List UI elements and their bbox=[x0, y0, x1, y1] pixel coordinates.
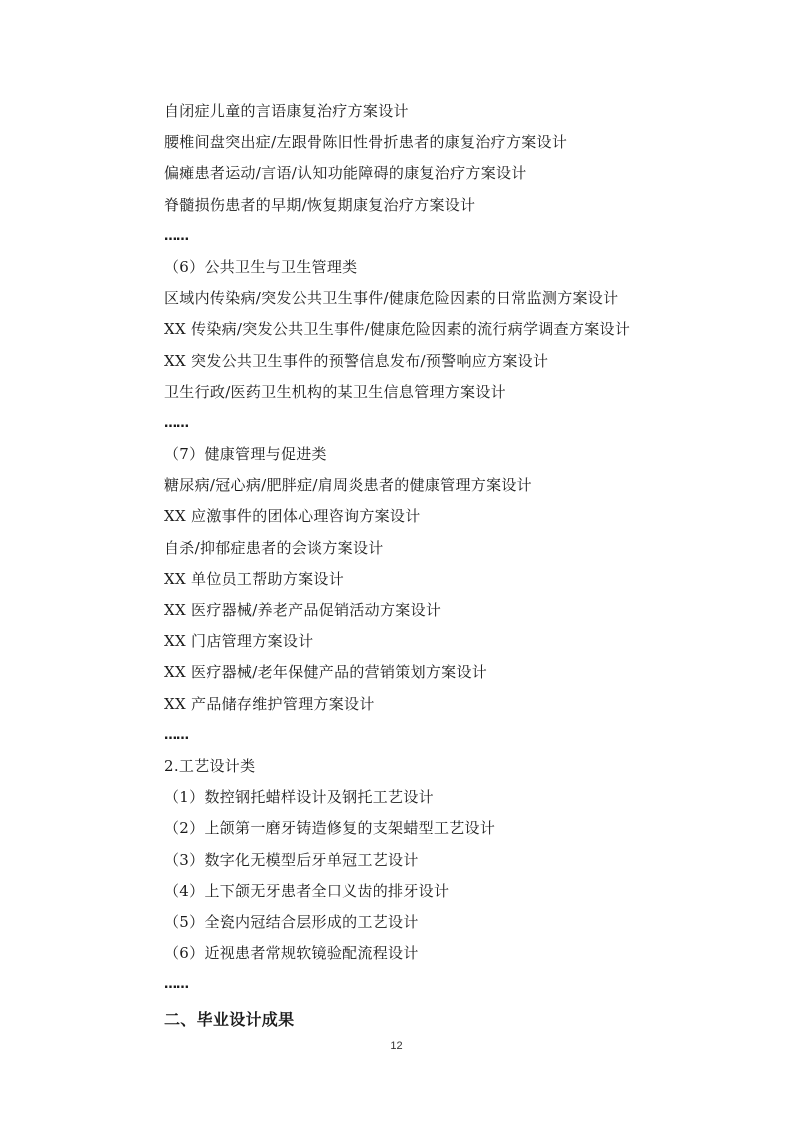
list-item: XX 突发公共卫生事件的预警信息发布/预警响应方案设计 bbox=[164, 351, 549, 370]
ellipsis: …… bbox=[164, 228, 188, 244]
list-item: 偏瘫患者运动/言语/认知功能障碍的康复治疗方案设计 bbox=[164, 164, 527, 183]
list-item: （1）数控钢托蜡样设计及钢托工艺设计 bbox=[164, 788, 434, 807]
list-item: XX 医疗器械/老年保健产品的营销策划方案设计 bbox=[164, 663, 488, 682]
list-item: XX 门店管理方案设计 bbox=[164, 632, 314, 651]
page-number: 12 bbox=[390, 1040, 403, 1052]
category-heading: （7）健康管理与促进类 bbox=[164, 445, 327, 464]
list-item: 区域内传染病/突发公共卫生事件/健康危险因素的日常监测方案设计 bbox=[164, 289, 619, 308]
ellipsis: …… bbox=[164, 415, 188, 431]
list-item: XX 产品储存维护管理方案设计 bbox=[164, 694, 375, 713]
body-text bbox=[164, 96, 684, 1036]
list-item: 自杀/抑郁症患者的会谈方案设计 bbox=[164, 538, 384, 557]
ellipsis: …… bbox=[164, 977, 188, 993]
list-item: 腰椎间盘突出症/左跟骨陈旧性骨折患者的康复治疗方案设计 bbox=[164, 133, 568, 152]
list-item: 自闭症儿童的言语康复治疗方案设计 bbox=[164, 102, 409, 120]
list-item: 卫生行政/医药卫生机构的某卫生信息管理方案设计 bbox=[164, 382, 506, 401]
list-item: 脊髓损伤患者的早期/恢复期康复治疗方案设计 bbox=[164, 195, 476, 214]
list-item: XX 应激事件的团体心理咨询方案设计 bbox=[164, 507, 421, 526]
category-heading: （6）公共卫生与卫生管理类 bbox=[164, 257, 358, 276]
section-heading: 二、毕业设计成果 bbox=[164, 1010, 295, 1030]
list-item: （4）上下颌无牙患者全口义齿的排牙设计 bbox=[164, 881, 450, 900]
list-item: XX 医疗器械/养老产品促销活动方案设计 bbox=[164, 601, 442, 619]
list-item: XX 传染病/突发公共卫生事件/健康危险因素的流行病学调查方案设计 bbox=[164, 320, 631, 339]
list-item: （2）上颌第一磨牙铸造修复的支架蜡型工艺设计 bbox=[164, 819, 496, 838]
category-heading: 2.工艺设计类 bbox=[164, 756, 256, 775]
list-item: （3）数字化无模型后牙单冠工艺设计 bbox=[164, 850, 419, 869]
ellipsis: …… bbox=[164, 727, 188, 743]
list-item: 糖尿病/冠心病/肥胖症/肩周炎患者的健康管理方案设计 bbox=[164, 476, 532, 495]
list-item: XX 单位员工帮助方案设计 bbox=[164, 569, 345, 588]
list-item: （5）全瓷内冠结合层形成的工艺设计 bbox=[164, 912, 419, 931]
list-item: （6）近视患者常规软镜验配流程设计 bbox=[164, 944, 419, 963]
